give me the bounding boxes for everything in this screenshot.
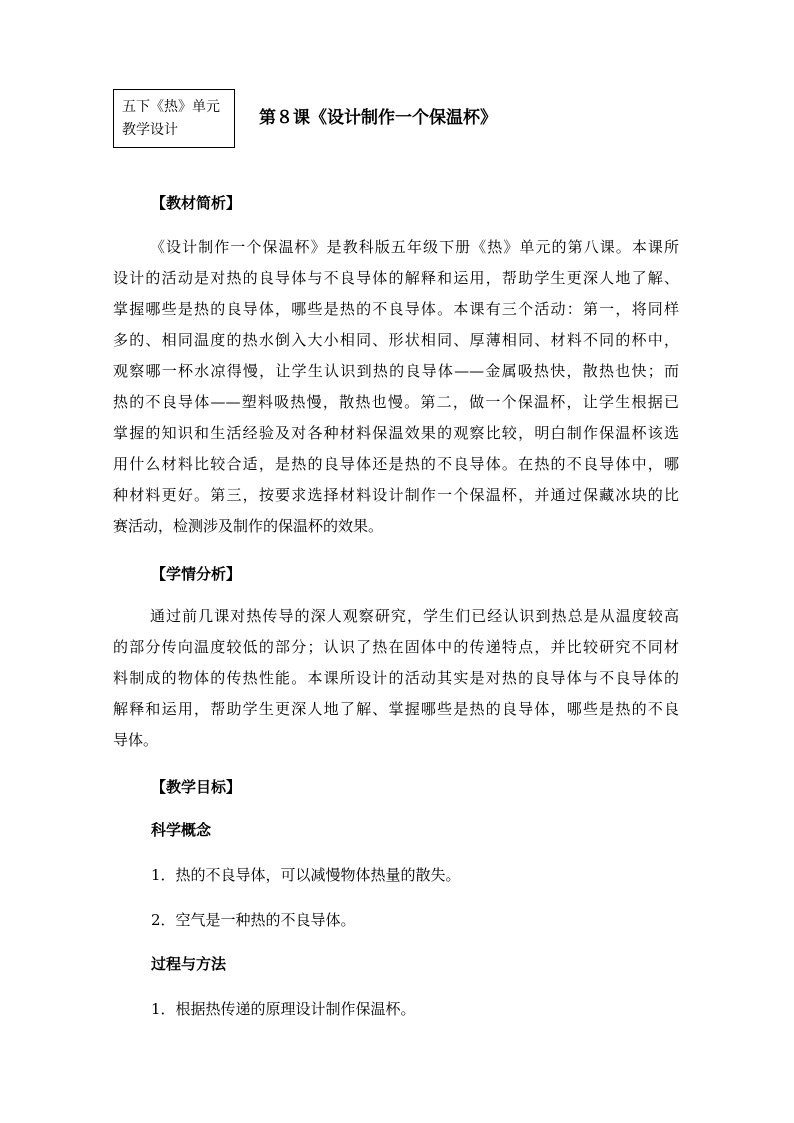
- section-heading-material: 【教材简析】: [151, 194, 242, 212]
- subheading-science-concept: 科学概念: [151, 821, 212, 839]
- section-heading-goals: 【教学目标】: [151, 778, 242, 796]
- list-item: 2．空气是一种热的不良导体。: [151, 911, 356, 929]
- list-item: 1．热的不良导体，可以减慢物体热量的散失。: [151, 866, 461, 884]
- unit-label-box: [113, 89, 235, 148]
- paragraph-line: 导体。: [113, 731, 159, 749]
- paragraph-line: 观察哪一杯水凉得慢，让学生认识到热的良导体——金属吸热快，散热也快；而: [113, 362, 679, 380]
- paragraph-line: 掌握的知识和生活经验及对各种材料保温效果的观察比较，明白制作保温杯该选: [113, 424, 679, 442]
- paragraph-line: 的部分传向温度较低的部分；认识了热在固体中的传递特点，并比较研究不同材: [113, 638, 679, 656]
- material-paragraph: [113, 232, 679, 542]
- paragraph-line: 料制成的物体的传热性能。本课所设计的活动其实是对热的良导体与不良导体的: [113, 669, 679, 687]
- paragraph-line: 设计的活动是对热的良导体与不良导体的解释和运用，帮助学生更深人地了解、: [113, 269, 679, 287]
- unit-label-line-1: 五下《热》单元: [122, 99, 220, 115]
- lesson-title: 第８课《设计制作一个保温杯》: [259, 108, 497, 128]
- list-item: 1．根据热传递的原理设计制作保温杯。: [151, 1000, 416, 1018]
- paragraph-line: 通过前几课对热传导的深人观察研究，学生们已经认识到热总是从温度较高: [150, 607, 679, 625]
- paragraph-line: 解释和运用，帮助学生更深人地了解、掌握哪些是热的良导体，哪些是热的不良: [113, 700, 679, 718]
- paragraph-line: 多的、相同温度的热水倒入大小相同、形状相同、厚薄相同、材料不同的杯中，: [113, 331, 679, 349]
- paragraph-line: 种材料更好。第三，按要求选择材料设计制作一个保温杯，并通过保藏冰块的比: [113, 486, 679, 504]
- students-paragraph: [113, 601, 679, 756]
- section-heading-students: 【学情分析】: [151, 565, 242, 583]
- paragraph-line: 用什么材料比较合适，是热的良导体还是热的不良导体。在热的不良导体中，哪: [113, 455, 679, 473]
- unit-label-line-2: 教学设计: [122, 122, 178, 138]
- paragraph-line: 赛活动，检测涉及制作的保温杯的效果。: [113, 517, 384, 535]
- paragraph-line: 热的不良导体——塑料吸热慢，散热也慢。第二，做一个保温杯，让学生根据已: [113, 393, 679, 411]
- paragraph-line: 掌握哪些是热的良导体，哪些是热的不良导体。本课有三个活动：第一，将同样: [113, 300, 679, 318]
- subheading-process-method: 过程与方法: [151, 955, 227, 973]
- paragraph-line: 《设计制作一个保温杯》是教科版五年级下册《热》单元的第八课。本课所: [150, 238, 679, 256]
